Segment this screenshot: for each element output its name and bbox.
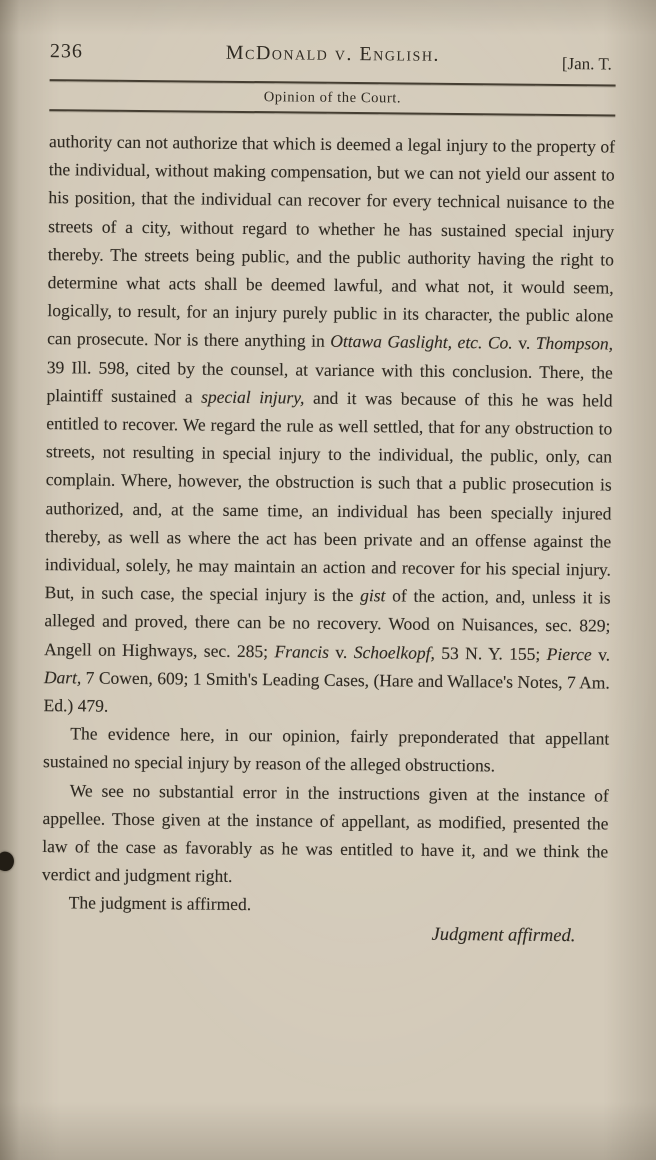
paragraph (43, 127, 615, 725)
italic-text-segment: Ottawa Gaslight, etc. Co. (330, 331, 513, 353)
paragraph (43, 719, 610, 781)
text-segment: and it was because of this he was held entitled to recover. We regard the rule as well settled, that for any obstruction to streets, not resulting in special injury to the individual, the public, only, can complain. Where, however, the obstruction is such that a public prosecution is authorized, and, at the same time, an individual has been specially injured thereby, as well as where the act has been private and an offense against the individual, solely, he may maintain an action and recover for his special injury. But, in such case, the special injury is the (44, 387, 613, 606)
text-segment: 53 N. Y. 155; (434, 642, 547, 664)
italic-text-segment: Pierce (546, 643, 592, 664)
text-segment: The judgment is affirmed. (68, 892, 252, 915)
text-segment: v. (328, 641, 354, 662)
text-segment: 7 Cowen, 609; 1 Smith's Leading Cases, (Hare and Wallace's Notes, 7 Am. Ed.) 479. (43, 667, 610, 716)
page-header (49, 40, 616, 74)
text-segment: The evidence here, in our opinion, fairly preponderated that appellant sustained no special injury by reason of the alleged obstructions. (42, 723, 610, 776)
italic-text-segment: Schoelkopf, (353, 641, 436, 663)
judgment-line: Judgment affirmed. (431, 924, 576, 946)
text-segment: authority can not authorize that which is deemed a legal injury to the property of the individual, without making compensation, but we can not yield our assent to his position, that the individual can recover for every technical nuisance to the streets of a city, without regard to whether he has sustained special injury thereby. The streets being public, and the public authority having the right to determine what acts shall be deemed lawful, and what not, it would seem, logically, to result, for an injury purely public in its character, the public alone can prosecute. Nor is there anything in (47, 131, 616, 352)
paragraph (42, 889, 608, 923)
paragraph (42, 776, 609, 894)
text-segment: 39 Ill. 598, cited by the counsel, at variance with this conclusion. There, the plaintiff sustained a (46, 356, 613, 407)
page-number: 236 (49, 40, 83, 63)
italic-text-segment: gist (360, 585, 386, 606)
text-segment: v. (512, 332, 536, 354)
italic-text-segment: special injury, (201, 386, 305, 408)
italic-text-segment: Dart, (43, 666, 82, 688)
case-title: McDonald v. English. (225, 41, 441, 66)
italic-text-segment: Francis (274, 640, 330, 662)
opinion-text (42, 127, 616, 922)
term-label: [Jan. T. (561, 54, 612, 74)
text-segment: of the action, and, unless it is alleged and proved, there can be no recovery. Wood on Nuisances, sec. 829; Angell on Highways, sec. 285; (44, 585, 611, 661)
running-head: Opinion of the Court. (263, 89, 402, 107)
text-segment: v. (591, 643, 611, 665)
italic-text-segment: Thompson, (535, 333, 614, 354)
text-segment: We see no substantial error in the instructions given at the instance of appellee. Those given at the instance of appellant, as modified, presented the law of the case as favorably as he was entitled to have it, and we think the verdict and judgment right. (41, 779, 609, 887)
